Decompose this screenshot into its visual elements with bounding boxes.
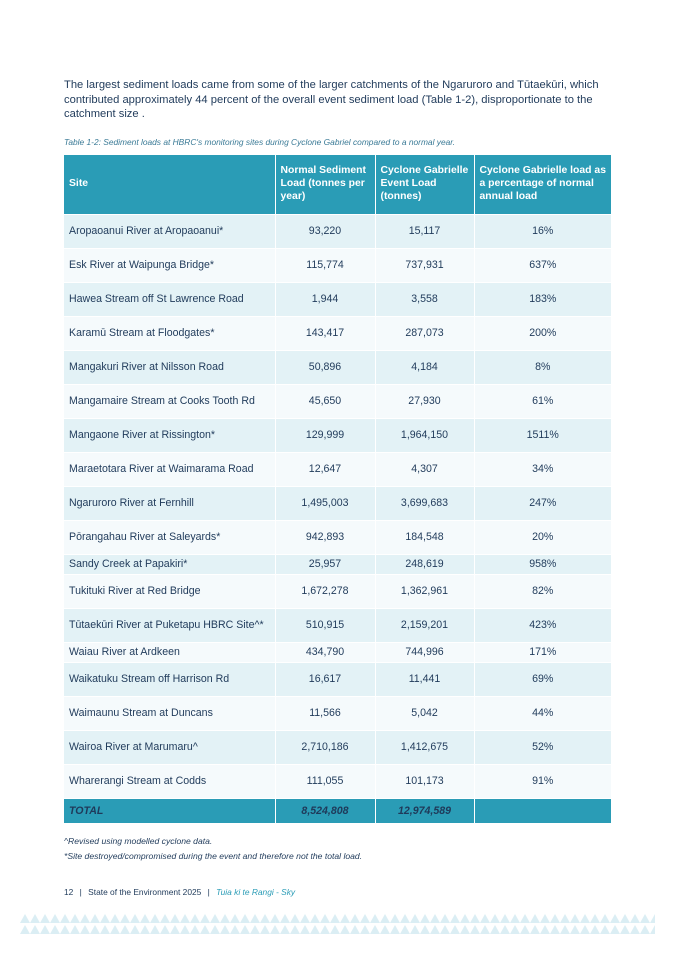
- percentage-cell: 20%: [474, 520, 611, 554]
- table-row: [64, 730, 611, 764]
- percentage-cell: 16%: [474, 214, 611, 248]
- event-load-cell: 1,412,675: [375, 730, 474, 764]
- table-row: [64, 696, 611, 730]
- table-total-row: [64, 798, 611, 823]
- normal-load-cell: 12,647: [275, 452, 375, 486]
- sediment-load-table: [64, 155, 611, 823]
- header-event-load: Cyclone Gabrielle Event Load (tonnes): [375, 155, 474, 214]
- event-load-cell: 737,931: [375, 248, 474, 282]
- normal-load-cell: 93,220: [275, 214, 375, 248]
- percentage-cell: 247%: [474, 486, 611, 520]
- site-cell: Ngaruroro River at Fernhill: [64, 486, 275, 520]
- site-cell: Aropaoanui River at Aropaoanui*: [64, 214, 275, 248]
- percentage-cell: 8%: [474, 350, 611, 384]
- total-event-load-cell: 12,974,589: [375, 798, 474, 823]
- header-site: Site: [64, 155, 275, 214]
- table-row: [64, 520, 611, 554]
- percentage-cell: 1511%: [474, 418, 611, 452]
- normal-load-cell: 45,650: [275, 384, 375, 418]
- percentage-cell: 61%: [474, 384, 611, 418]
- event-load-cell: 5,042: [375, 696, 474, 730]
- table-header-row: [64, 155, 611, 214]
- event-load-cell: 4,307: [375, 452, 474, 486]
- table-row: [64, 248, 611, 282]
- footer-separator: |: [207, 887, 210, 897]
- total-percentage-cell: [474, 798, 611, 823]
- event-load-cell: 4,184: [375, 350, 474, 384]
- page-footer: [64, 887, 624, 897]
- percentage-cell: 52%: [474, 730, 611, 764]
- table-row: [64, 282, 611, 316]
- site-cell: Wharerangi Stream at Codds: [64, 764, 275, 798]
- table-row: [64, 384, 611, 418]
- header-normal-load: Normal Sediment Load (tonnes per year): [275, 155, 375, 214]
- event-load-cell: 248,619: [375, 554, 474, 574]
- normal-load-cell: 510,915: [275, 608, 375, 642]
- percentage-cell: 183%: [474, 282, 611, 316]
- page-number: 12: [64, 887, 74, 897]
- table-row: [64, 418, 611, 452]
- normal-load-cell: 1,495,003: [275, 486, 375, 520]
- normal-load-cell: 1,672,278: [275, 574, 375, 608]
- normal-load-cell: 11,566: [275, 696, 375, 730]
- footnote-site-destroyed: *Site destroyed/compromised during the event and therefore not the total load.: [64, 851, 363, 861]
- footer-document-title: State of the Environment 2025: [88, 887, 202, 897]
- event-load-cell: 3,699,683: [375, 486, 474, 520]
- site-cell: Waiau River at Ardkeen: [64, 642, 275, 662]
- site-cell: Waikatuku Stream off Harrison Rd: [64, 662, 275, 696]
- total-normal-load-cell: 8,524,808: [275, 798, 375, 823]
- table-row: [64, 350, 611, 384]
- normal-load-cell: 434,790: [275, 642, 375, 662]
- site-cell: Esk River at Waipunga Bridge*: [64, 248, 275, 282]
- percentage-cell: 423%: [474, 608, 611, 642]
- event-load-cell: 184,548: [375, 520, 474, 554]
- event-load-cell: 11,441: [375, 662, 474, 696]
- site-cell: Pōrangahau River at Saleyards*: [64, 520, 275, 554]
- table-row: [64, 486, 611, 520]
- event-load-cell: 101,173: [375, 764, 474, 798]
- table-footnotes: [64, 834, 624, 864]
- normal-load-cell: 2,710,186: [275, 730, 375, 764]
- percentage-cell: 200%: [474, 316, 611, 350]
- event-load-cell: 744,996: [375, 642, 474, 662]
- table-row: [64, 452, 611, 486]
- event-load-cell: 15,117: [375, 214, 474, 248]
- normal-load-cell: 115,774: [275, 248, 375, 282]
- normal-load-cell: 942,893: [275, 520, 375, 554]
- site-cell: Sandy Creek at Papakiri*: [64, 554, 275, 574]
- event-load-cell: 287,073: [375, 316, 474, 350]
- event-load-cell: 27,930: [375, 384, 474, 418]
- footer-section-title: Tuia ki te Rangi - Sky: [216, 887, 296, 897]
- table-row: [64, 764, 611, 798]
- percentage-cell: 171%: [474, 642, 611, 662]
- total-label-cell: TOTAL: [64, 798, 275, 823]
- intro-paragraph: The largest sediment loads came from some of the larger catchments of the Ngaruroro and Tūtaekūri, which contributed approximately 44 percent of the overall event sediment load (Table 1-2), disproportionate to the catchment size .: [64, 79, 599, 121]
- site-cell: Mangakuri River at Nilsson Road: [64, 350, 275, 384]
- normal-load-cell: 25,957: [275, 554, 375, 574]
- site-cell: Tukituki River at Red Bridge: [64, 574, 275, 608]
- normal-load-cell: 143,417: [275, 316, 375, 350]
- event-load-cell: 3,558: [375, 282, 474, 316]
- event-load-cell: 1,362,961: [375, 574, 474, 608]
- percentage-cell: 44%: [474, 696, 611, 730]
- normal-load-cell: 16,617: [275, 662, 375, 696]
- table-row: [64, 554, 611, 574]
- site-cell: Wairoa River at Marumaru^: [64, 730, 275, 764]
- table-row: [64, 608, 611, 642]
- table-caption: Table 1-2: Sediment loads at HBRC's monitoring sites during Cyclone Gabriel compared to a normal year.: [64, 137, 456, 147]
- site-cell: Mangaone River at Rissington*: [64, 418, 275, 452]
- header-percentage: Cyclone Gabrielle load as a percentage of normal annual load: [474, 155, 611, 214]
- decorative-triangle-pattern: [20, 912, 655, 934]
- normal-load-cell: 129,999: [275, 418, 375, 452]
- footer-separator: |: [79, 887, 82, 897]
- percentage-cell: 91%: [474, 764, 611, 798]
- event-load-cell: 2,159,201: [375, 608, 474, 642]
- normal-load-cell: 50,896: [275, 350, 375, 384]
- percentage-cell: 82%: [474, 574, 611, 608]
- site-cell: Mangamaire Stream at Cooks Tooth Rd: [64, 384, 275, 418]
- table-row: [64, 316, 611, 350]
- table-row: [64, 642, 611, 662]
- percentage-cell: 958%: [474, 554, 611, 574]
- site-cell: Maraetotara River at Waimarama Road: [64, 452, 275, 486]
- event-load-cell: 1,964,150: [375, 418, 474, 452]
- percentage-cell: 34%: [474, 452, 611, 486]
- normal-load-cell: 111,055: [275, 764, 375, 798]
- site-cell: Karamū Stream at Floodgates*: [64, 316, 275, 350]
- site-cell: Tūtaekūri River at Puketapu HBRC Site^*: [64, 608, 275, 642]
- table-row: [64, 214, 611, 248]
- site-cell: Hawea Stream off St Lawrence Road: [64, 282, 275, 316]
- normal-load-cell: 1,944: [275, 282, 375, 316]
- table-row: [64, 662, 611, 696]
- footnote-revised: ^Revised using modelled cyclone data.: [64, 836, 213, 846]
- percentage-cell: 69%: [474, 662, 611, 696]
- site-cell: Waimaunu Stream at Duncans: [64, 696, 275, 730]
- percentage-cell: 637%: [474, 248, 611, 282]
- table-row: [64, 574, 611, 608]
